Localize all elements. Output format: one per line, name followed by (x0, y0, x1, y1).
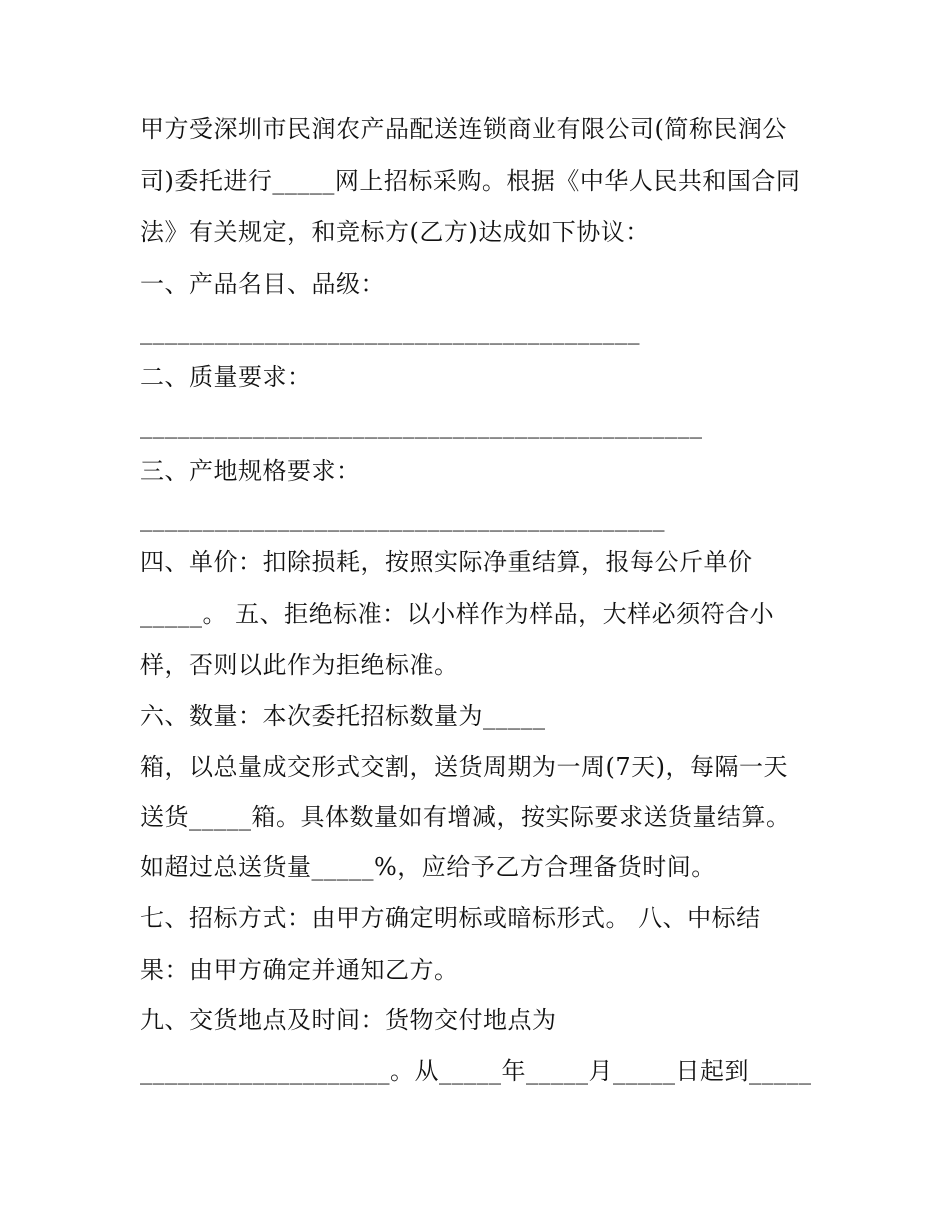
section-9-date-line: ____________________。从_____年_____月_____日起到_____ (140, 1057, 812, 1085)
section-6-line-1: 六、数量：本次委托招标数量为_____ (140, 702, 546, 730)
section-1-blank: ________________________________________ (140, 317, 640, 345)
section-9-heading: 九、交货地点及时间：货物交付地点为 (140, 1006, 557, 1034)
section-6-line-2: 箱，以总量成交形式交割，送货周期为一周(7天)，每隔一天 (140, 753, 788, 781)
section-3-heading: 三、产地规格要求： (140, 457, 361, 485)
section-6-line-4: 如超过总送货量_____%，应给予乙方合理备货时间。 (140, 853, 716, 881)
section-7-8-line: 七、招标方式：由甲方确定明标或暗标形式。 八、中标结 (140, 904, 761, 932)
section-4-5-line: _____。 五、拒绝标准：以小样作为样品，大样必须符合小 (140, 600, 775, 628)
section-1-heading: 一、产品名目、品级： (140, 270, 385, 298)
section-2-blank: _____________________________________________ (140, 411, 703, 439)
section-6-line-3: 送货_____箱。具体数量如有增减，按实际要求送货量结算。 (140, 803, 791, 831)
section-5-line-2: 样，否则以此作为拒绝标准。 (140, 651, 459, 679)
section-4-line-1: 四、单价：扣除损耗，按照实际净重结算，报每公斤单价 (140, 548, 753, 576)
section-3-blank: __________________________________________ (140, 504, 665, 532)
section-8-line-2: 果：由甲方确定并通知乙方。 (140, 956, 459, 984)
paragraph-intro-line-3: 法》有关规定，和竞标方(乙方)达成如下协议： (140, 218, 650, 246)
section-2-heading: 二、质量要求： (140, 363, 312, 391)
paragraph-intro-line-2: 司)委托进行_____网上招标采购。根据《中华人民共和国合同 (140, 167, 801, 195)
paragraph-intro-line-1: 甲方受深圳市民润农产品配送连锁商业有限公司(简称民润公 (140, 115, 787, 143)
